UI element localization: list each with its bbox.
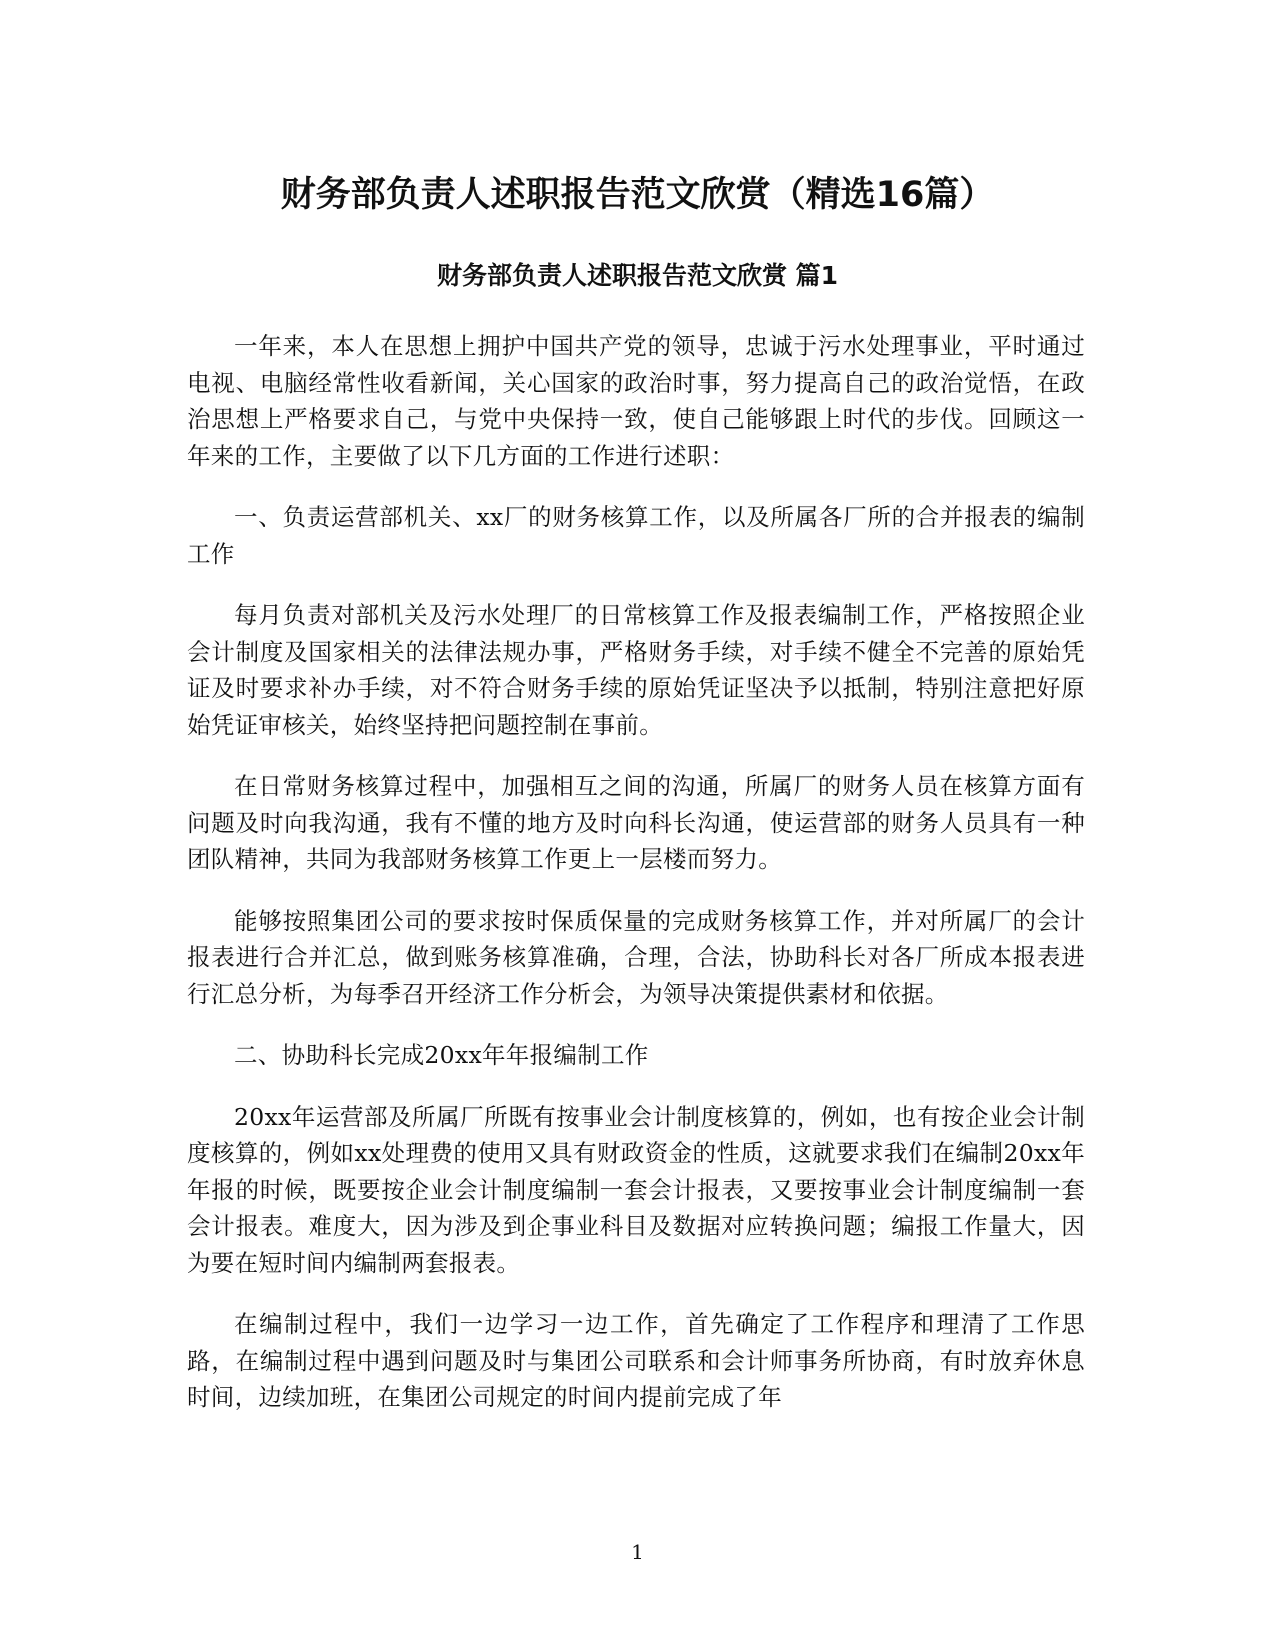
paragraph: 能够按照集团公司的要求按时保质保量的完成财务核算工作，并对所属厂的会计报表进行合并汇总，做到账务核算准确，合理，合法，协助科长对各厂所成本报表进行汇总分析，为每季召开经济工作分析会，为领导决策提供素材和依据。 (187, 906, 1085, 1008)
paragraph: 在编制过程中，我们一边学习一边工作，首先确定了工作程序和理清了工作思路，在编制过程中遇到问题及时与集团公司联系和会计师事务所协商，有时放弃休息时间，边续加班，在集团公司规定的时间内提前完成了年 (187, 1310, 1085, 1411)
section-title: 财务部负责人述职报告范文欣赏 篇1 (436, 261, 839, 290)
paragraph: 二、协助科长完成20xx年年报编制工作 (234, 1041, 649, 1069)
paragraph: 一年来，本人在思想上拥护中国共产党的领导，忠诚于污水处理事业，平时通过电视、电脑经常性收看新闻，关心国家的政治时事，努力提高自己的政治觉悟，在政治思想上严格要求自己，与党中央保持一致，使自己能够跟上时代的步伐。回顾这一年来的工作，主要做了以下几方面的工作进行述职： (187, 332, 1085, 470)
document-body (187, 328, 1085, 1441)
paragraph: 20xx年运营部及所属厂所既有按事业会计制度核算的，例如，也有按企业会计制度核算的，例如xx处理费的使用又具有财政资金的性质，这就要求我们在编制20xx年年报的时候，既要按企业会计制度编制一套会计报表，又要按事业会计制度编制一套会计报表。难度大，因为涉及到企事业科目及数据对应转换问题；编报工作量大，因为要在短时间内编制两套报表。 (187, 1102, 1085, 1277)
paragraph: 一、负责运营部机关、xx厂的财务核算工作，以及所属各厂所的合并报表的编制工作 (187, 503, 1085, 568)
paragraph: 在日常财务核算过程中，加强相互之间的沟通，所属厂的财务人员在核算方面有问题及时向我沟通，我有不懂的地方及时向科长沟通，使运营部的财务人员具有一种团队精神，共同为我部财务核算工作更上一层楼而努力。 (187, 772, 1085, 873)
paragraph: 每月负责对部机关及污水处理厂的日常核算工作及报表编制工作，严格按照企业会计制度及国家相关的法律法规办事，严格财务手续，对手续不健全不完善的原始凭证及时要求补办手续，对不符合财务手续的原始凭证坚决予以抵制，特别注意把好原始凭证审核关，始终坚持把问题控制在事前。 (187, 601, 1085, 739)
page-number: 1 (631, 1540, 644, 1564)
document-title: 财务部负责人述职报告范文欣赏（精选16篇） (280, 175, 995, 215)
